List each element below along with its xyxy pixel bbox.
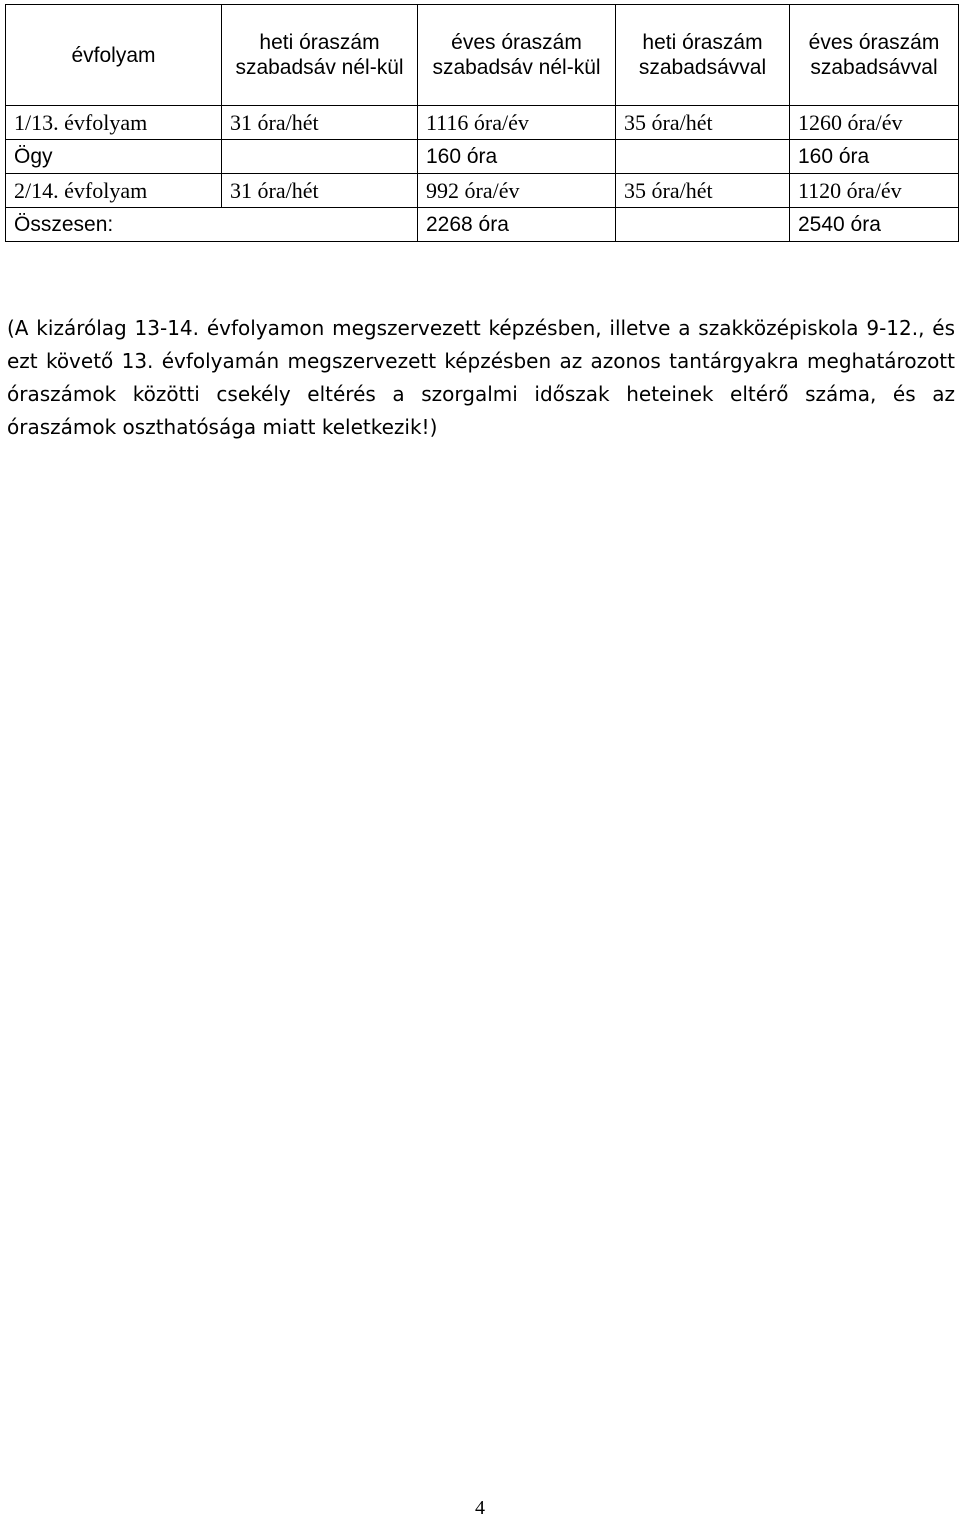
cell-weekly-with: 35 óra/hét xyxy=(616,174,790,208)
table-header-row xyxy=(6,5,959,106)
cell-yearly-without: 992 óra/év xyxy=(418,174,616,208)
cell-yearly-without: 2268 óra xyxy=(418,208,616,242)
cell-weekly-without: 31 óra/hét xyxy=(222,174,418,208)
cell-yearly-with: 1260 óra/év xyxy=(790,106,959,140)
header-yearly-with: éves óraszám szabadsávval xyxy=(790,5,959,106)
cell-weekly-with: 35 óra/hét xyxy=(616,106,790,140)
cell-yearly-with: 1120 óra/év xyxy=(790,174,959,208)
row-label: Ögy xyxy=(6,140,222,174)
page-number: 4 xyxy=(475,1497,485,1519)
header-yearly-without: éves óraszám szabadsáv nél-kül xyxy=(418,5,616,106)
hours-table xyxy=(5,4,959,242)
header-grade: évfolyam xyxy=(6,5,222,106)
row-label: 2/14. évfolyam xyxy=(6,174,222,208)
cell-yearly-with: 2540 óra xyxy=(790,208,959,242)
cell-yearly-with: 160 óra xyxy=(790,140,959,174)
cell-yearly-without: 1116 óra/év xyxy=(418,106,616,140)
row-label: Összesen: xyxy=(6,208,418,242)
header-weekly-without: heti óraszám szabadsáv nél-kül xyxy=(222,5,418,106)
table-row xyxy=(6,106,959,140)
cell-weekly-without: 31 óra/hét xyxy=(222,106,418,140)
cell-weekly-with xyxy=(616,140,790,174)
table-row xyxy=(6,140,959,174)
row-label: 1/13. évfolyam xyxy=(6,106,222,140)
table-row-total xyxy=(6,208,959,242)
cell-weekly-with xyxy=(616,208,790,242)
explanatory-note: (A kizárólag 13-14. évfolyamon megszervezett képzésben, illetve a szakközépiskola 9-12., és ezt követő 13. évfolyamán megszervezett képzésben az azonos tantárgyakra meghatározott óraszámok közötti csekély eltérés a szorgalmi időszak heteinek eltérő száma, és az óraszámok oszthatósága miatt keletkezik!) xyxy=(7,316,955,439)
cell-weekly-without xyxy=(222,140,418,174)
table-row xyxy=(6,174,959,208)
cell-yearly-without: 160 óra xyxy=(418,140,616,174)
header-weekly-with: heti óraszám szabadsávval xyxy=(616,5,790,106)
